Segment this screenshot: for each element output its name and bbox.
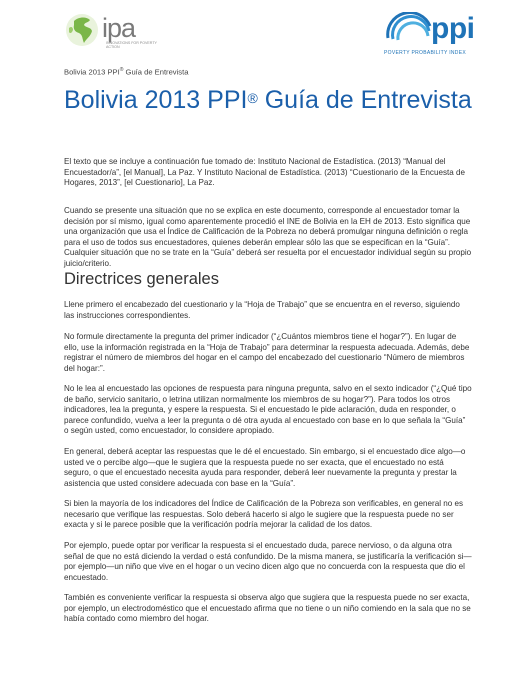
page-title bbox=[64, 86, 484, 114]
running-header-prefix: Bolivia 2013 PPI bbox=[64, 67, 120, 77]
ppi-tagline: POVERTY PROBABILITY INDEX bbox=[384, 50, 466, 56]
running-header-registered: ® bbox=[119, 67, 124, 73]
running-header-suffix: Guía de Entrevista bbox=[123, 67, 189, 77]
section-paragraph: Si bien la mayoría de los indicadores del Índice de Calificación de la Pobreza son verificables, en general no es necesario que verifique las respuestas. Solo deberá hacerlo si algo le sugiere que la respuesta puede no ser exacta y si le parece posible que la verificación podría mejorar la calidad de los datos. bbox=[64, 499, 464, 530]
section-paragraph: Llene primero el encabezado del cuestionario y la “Hoja de Trabajo” que se encuentra en el reverso, siguiendo las instrucciones correspondientes. bbox=[64, 300, 460, 320]
title-prefix: Bolivia 2013 PPI bbox=[64, 86, 248, 114]
section-paragraph: No formule directamente la pregunta del primer indicador (“¿Cuántos miembros tiene el hogar?”). En lugar de ello, use la información registrada en la “Hoja de Trabajo” para determinar la respuesta adecuada. Además, debe registrar el número de miembros del hogar en el campo del encabezado del cuestionario “Número de miembros del hogar:”. bbox=[64, 332, 470, 373]
ipa-logo-text: ipa bbox=[102, 13, 136, 43]
title-registered: ® bbox=[247, 90, 258, 106]
section-paragraph: No le lea al encuestado las opciones de respuesta para ninguna pregunta, salvo en el sexto indicador (“¿Qué tipo de baño, servicio sanitario, o letrina utilizan normalmente los miembros de su hogar?”). Para todos los otros indicadores, lea la pregunta, y espere la respuesta. Si el encuestado le pide aclaración, duda en responder, o parece confundido, vuelva a leer la pregunta o dé otra ayuda al encuestado con base en lo que señala la “Guía” o según usted, como encuestador, lo considere apropiado. bbox=[64, 384, 472, 436]
intro-paragraph: El texto que se incluye a continuación fue tomado de: Instituto Nacional de Estadística. (2013) “Manual del Encuestador/a”, [el Manual], La Paz. Y Instituto Nacional de Estadística. (2013) “Cuestionario de la Encuesta de Hogares, 2013”, [el Cuestionario], La Paz. bbox=[64, 157, 466, 188]
title-suffix: Guía de Entrevista bbox=[257, 86, 472, 114]
ipa-tagline: INNOVATIONS FOR POVERTY ACTION bbox=[106, 41, 157, 50]
globe-icon bbox=[64, 12, 100, 48]
section-paragraph: Por ejemplo, puede optar por verificar la respuesta si el encuestado duda, parece nervioso, o da alguna otra señal de que no está diciendo la verdad o está confundido. De la misma manera, se justificaría la verificación si—por ejemplo—un niño que vive en el hogar o un vecino dicen algo que no concuerda con la respuesta que dio el encuestado. bbox=[64, 541, 472, 582]
intro-paragraph: Cuando se presente una situación que no se explica en este documento, corresponde al encuestador tomar la decisión por sí mismo, igual como aparentemente procedió el INE de Bolivia en la EH de 2013. Esto significa que una organización que usa el Índice de Calificación de la Pobreza no deberá promulgar ninguna definición o regla para el uso de todos sus encuestadores, quienes deberán emplear sólo las que se especifican en la “Guía”. Cualquier situación que no se trate en la “Guía” deberá ser resuelta por el encuestador individual según su propio juicio/criterio. bbox=[64, 206, 472, 268]
arcs-icon bbox=[384, 12, 434, 42]
ppi-logo bbox=[384, 12, 504, 54]
section-heading: Directrices generales bbox=[64, 270, 219, 288]
running-header bbox=[64, 67, 188, 77]
section-paragraph: En general, deberá aceptar las respuestas que le dé el encuestado. Sin embargo, si el encuestado dice algo—o usted ve o percibe algo—que le sugiera que la respuesta puede no ser exacta, que el encuestado no está seguro, o que el encuestado necesita ayuda para responder, deberá leer nuevamente la pregunta y prestar la asistencia que usted considere adecuada con base en la “Guía”. bbox=[64, 447, 466, 488]
ipa-logo bbox=[64, 12, 174, 52]
section-paragraph: También es conveniente verificar la respuesta si observa algo que sugiera que la respuesta puede no ser exacta, por ejemplo, un electrodoméstico que el encuestado afirma que no tiene o un niño comiendo en la sala que no se había contado como miembro del hogar. bbox=[64, 593, 471, 624]
ppi-logo-text: ppi bbox=[431, 12, 475, 45]
